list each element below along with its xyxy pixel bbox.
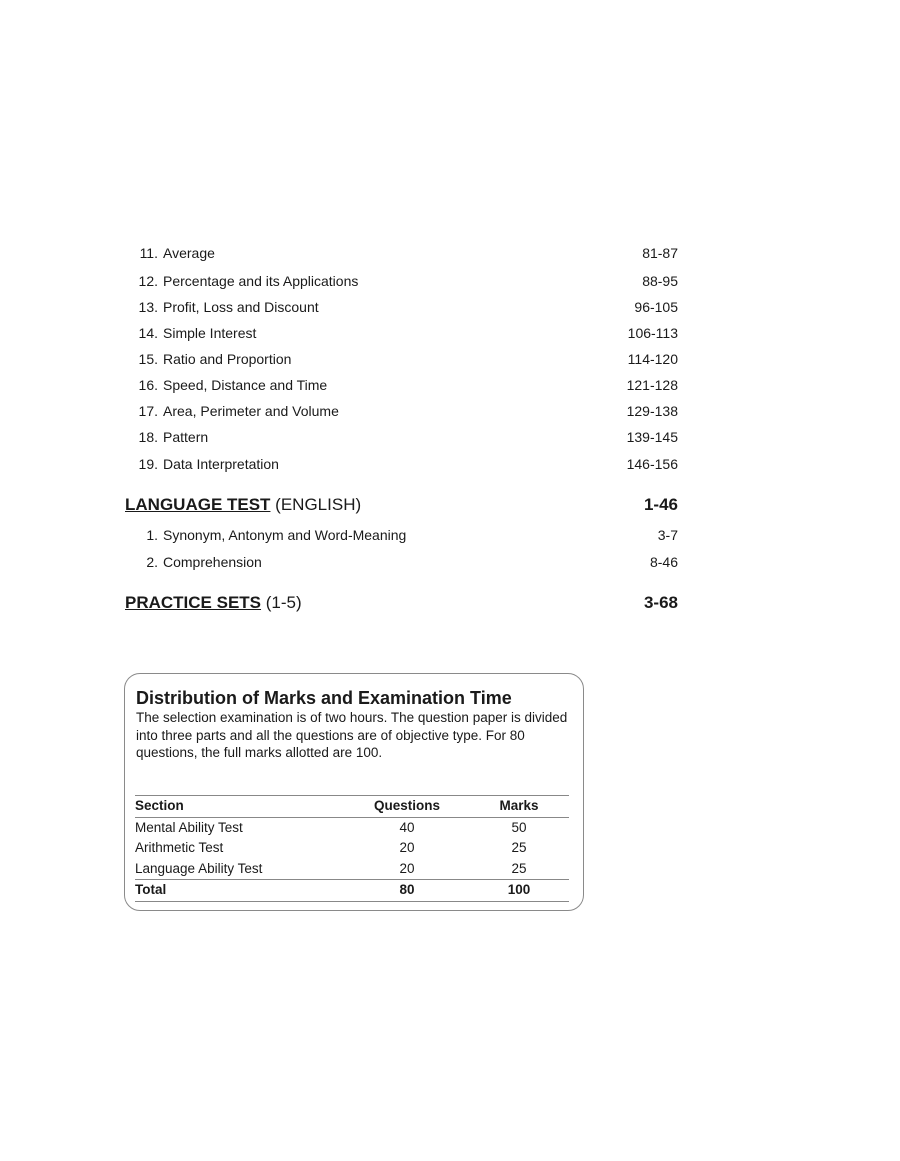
cell-marks: 25 xyxy=(511,840,527,855)
toc-item-pages: 96-105 xyxy=(634,299,678,315)
column-header-questions: Questions xyxy=(345,796,469,818)
toc-item-label: Synonym, Antonym and Word-Meaning xyxy=(163,527,407,543)
toc-item-label: Profit, Loss and Discount xyxy=(163,299,319,315)
toc-item-number: 15. xyxy=(138,351,158,367)
toc-item-pages: 81-87 xyxy=(642,245,678,261)
toc-item-label: Average xyxy=(163,245,215,261)
toc-item-pages: 3-7 xyxy=(657,527,678,543)
toc-item-number: 1. xyxy=(146,527,158,543)
toc-item-pages: 146-156 xyxy=(626,456,678,472)
distribution-title: Distribution of Marks and Examination Time xyxy=(136,688,512,708)
practice-sets-subtitle: (1-5) xyxy=(261,593,302,612)
cell-total-label: Total xyxy=(135,880,345,902)
toc-item xyxy=(134,271,678,291)
cell-questions: 20 xyxy=(399,840,415,855)
marks-table xyxy=(135,795,569,902)
toc-item-number: 19. xyxy=(138,456,158,472)
toc-item-number: 14. xyxy=(138,325,158,341)
toc-item-pages: 8-46 xyxy=(649,554,678,570)
cell-section: Arithmetic Test xyxy=(135,840,224,855)
toc-item xyxy=(134,243,678,263)
toc-item-label: Comprehension xyxy=(163,554,262,570)
column-header-section: Section xyxy=(135,796,345,818)
table-row xyxy=(135,817,569,838)
toc-item-number: 2. xyxy=(146,554,158,570)
toc-item xyxy=(134,375,678,395)
toc-item xyxy=(134,297,678,317)
toc-item xyxy=(134,525,678,545)
toc-item-pages: 88-95 xyxy=(642,273,678,289)
toc-item xyxy=(134,401,678,421)
toc-item-label: Ratio and Proportion xyxy=(163,351,292,367)
toc-item xyxy=(134,323,678,343)
toc-item-label: Percentage and its Applications xyxy=(163,273,359,289)
toc-item-number: 17. xyxy=(138,403,158,419)
toc-item-label: Data Interpretation xyxy=(163,456,279,472)
distribution-description: The selection examination is of two hours. The question paper is divided into three parts and all the questions are of objective type. For 80 questions, the full marks allotted are 100. xyxy=(136,710,568,760)
language-test-title: LANGUAGE TEST xyxy=(125,495,271,514)
toc-item xyxy=(134,454,678,474)
toc-item xyxy=(134,427,678,447)
cell-section: Mental Ability Test xyxy=(135,819,243,835)
practice-sets-pages: 3-68 xyxy=(643,593,678,612)
toc-item-number: 12. xyxy=(138,273,158,289)
column-header-marks: Marks xyxy=(469,796,569,818)
table-row xyxy=(135,859,569,880)
cell-marks: 25 xyxy=(511,860,527,876)
table-total-row xyxy=(135,880,569,902)
cell-marks: 50 xyxy=(511,819,527,835)
distribution-box xyxy=(124,673,584,911)
toc-item-number: 18. xyxy=(138,429,158,445)
language-test-heading xyxy=(125,493,678,517)
language-test-pages: 1-46 xyxy=(643,495,678,514)
toc-item-number: 13. xyxy=(138,299,158,315)
table-row xyxy=(135,838,569,859)
toc-item xyxy=(134,552,678,572)
practice-sets-title: PRACTICE SETS xyxy=(125,593,262,612)
cell-total-questions: 80 xyxy=(345,880,469,902)
toc-item-pages: 114-120 xyxy=(627,351,678,367)
toc-item-label: Simple Interest xyxy=(163,325,257,341)
language-test-subtitle: (ENGLISH) xyxy=(270,495,362,514)
cell-total-marks: 100 xyxy=(469,880,569,902)
toc-item-label: Speed, Distance and Time xyxy=(163,377,328,393)
toc-item-pages: 121-128 xyxy=(626,377,678,393)
cell-questions: 40 xyxy=(399,819,415,835)
cell-section: Language Ability Test xyxy=(135,860,263,876)
toc-item-number: 11. xyxy=(139,245,158,261)
toc-item-label: Pattern xyxy=(163,429,209,445)
toc-item-pages: 129-138 xyxy=(626,403,678,419)
toc-item-pages: 139-145 xyxy=(626,429,678,445)
cell-questions: 20 xyxy=(399,860,415,876)
toc-item-label: Area, Perimeter and Volume xyxy=(163,403,339,419)
toc-item-number: 16. xyxy=(138,377,158,393)
table-header-row xyxy=(135,796,569,818)
toc-item-pages: 106-113 xyxy=(627,325,678,341)
practice-sets-heading xyxy=(125,591,678,615)
toc-item xyxy=(134,349,678,369)
